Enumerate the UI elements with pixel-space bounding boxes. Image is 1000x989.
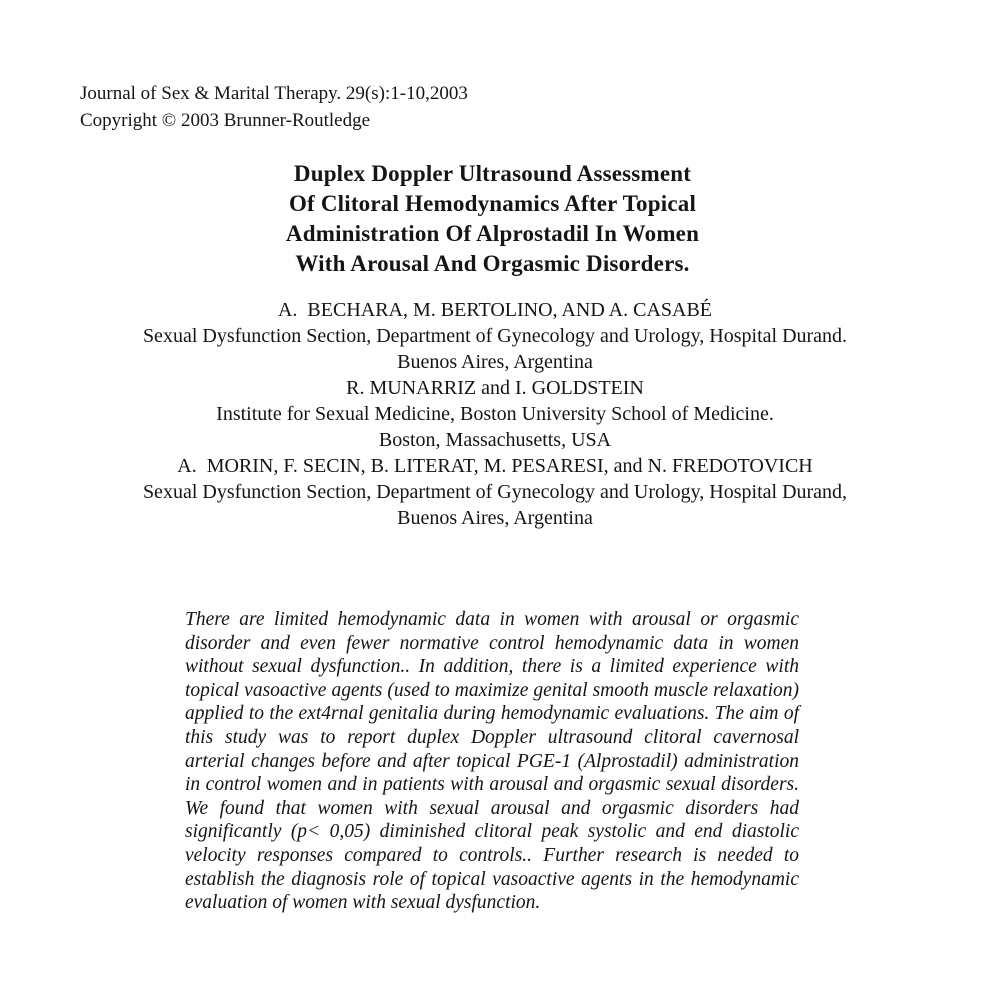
author-affiliation: Boston, Massachusetts, USA xyxy=(378,429,612,451)
author-names: A. BECHARA, M. BERTOLINO, AND A. CASABÉ xyxy=(277,299,713,321)
title-line: Of Clitoral Hemodynamics After Topical xyxy=(288,191,697,216)
author-affiliation: Buenos Aires, Argentina xyxy=(397,351,593,373)
title-line: Duplex Doppler Ultrasound Assessment xyxy=(293,161,692,186)
author-affiliation: Institute for Sexual Medicine, Boston University School of Medicine. xyxy=(216,403,774,425)
author-affiliation: Sexual Dysfunction Section, Department of Gynecology and Urology, Hospital Durand. xyxy=(142,325,848,347)
author-names: A. MORIN, F. SECIN, B. LITERAT, M. PESARESI, and N. FREDOTOVICH xyxy=(177,455,813,477)
author-group xyxy=(0,453,990,531)
journal-citation: Journal of Sex & Marital Therapy. 29(s):1-10,2003 xyxy=(80,83,468,104)
title-line: With Arousal And Orgasmic Disorders. xyxy=(295,251,690,276)
copyright-line: Copyright © 2003 Brunner-Routledge xyxy=(80,110,371,131)
author-affiliation: Buenos Aires, Argentina xyxy=(397,507,593,529)
paper-title xyxy=(0,159,985,279)
author-names: R. MUNARRIZ and I. GOLDSTEIN xyxy=(346,377,644,399)
author-affiliation: Sexual Dysfunction Section, Department of Gynecology and Urology, Hospital Durand, xyxy=(142,481,848,503)
abstract-paragraph: There are limited hemodynamic data in women with arousal or orgasmic disorder and even fewer normative control hemodynamic data in women without sexual dysfunction.. In addition, there is a limited experience with topical vasoactive agents (used to maximize genital smooth muscle relaxation) applied to the ext4rnal genitalia during hemodynamic evaluations. The aim of this study was to report duplex Doppler ultrasound clitoral cavernosal arterial changes before and after topical PGE-1 (Alprostadil) administration in control women and in patients with arousal and orgasmic sexual disorders. We found that women with sexual arousal and orgasmic disorders had significantly (p< 0,05) diminished clitoral peak systolic and end diastolic velocity responses compared to controls.. Further research is needed to establish the diagnosis role of topical vasoactive agents in the hemodynamic evaluation of women with sexual dysfunction. xyxy=(185,609,799,914)
author-group xyxy=(0,297,990,375)
journal-citation-block xyxy=(80,80,468,134)
title-line: Administration Of Alprostadil In Women xyxy=(285,221,700,246)
author-group xyxy=(0,375,990,453)
authors-block xyxy=(0,297,990,531)
